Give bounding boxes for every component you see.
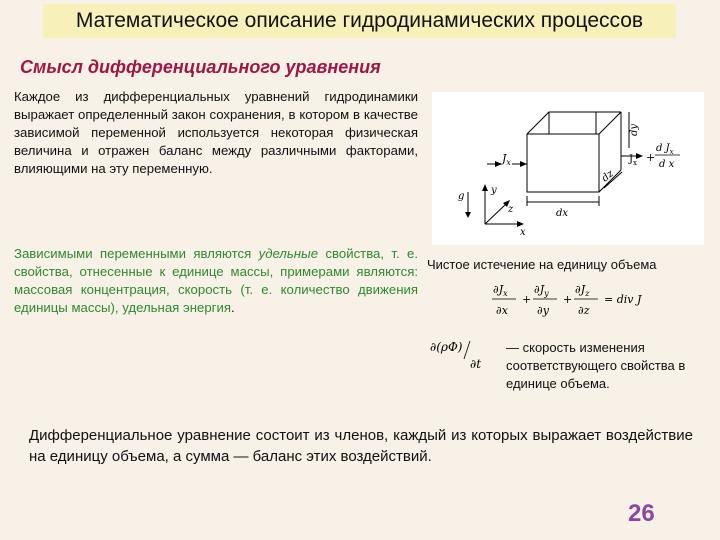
fig-label-dz: dz	[599, 168, 616, 185]
para2-rest: свойства, т. е. свойства, отнесенные к единице массы, примерами являются: массовая концентрация, скорость (т. е. количество движения единицы массы), удельная энергия	[14, 246, 419, 315]
fig-label-jx-out: $J_x$	[629, 154, 637, 167]
control-volume-figure	[432, 92, 704, 245]
axis-x-label: x	[520, 227, 526, 238]
paragraph-equation-terms: Дифференциальное уравнение состоит из членов, каждый из которых выражает воздействие на единицу объема, а сумма — баланс этих воздействий.	[29, 427, 693, 465]
svg-text:= div J: = div J	[604, 293, 642, 306]
para2-italic: удельные	[258, 246, 319, 261]
svg-text:+: +	[563, 293, 573, 306]
gravity-label: g	[458, 191, 465, 202]
divergence-equation	[490, 278, 670, 322]
figure-caption: Чистое истечение на единицу объема	[427, 257, 657, 272]
svg-text:∂z: ∂z	[578, 304, 590, 317]
fig-label-jx: $J_x$	[502, 152, 511, 167]
svg-text:∂Jx: $\partial J_x$	[493, 283, 508, 298]
axis-y-label: y	[491, 185, 497, 196]
fig-label-plus: +	[646, 151, 656, 164]
slide-subtitle: Смысл дифференциального уравнения	[20, 57, 381, 77]
fig-label-flux-num: d $J_x$	[656, 143, 674, 156]
page-number: 26	[628, 500, 655, 527]
paragraph-dependent-variables	[14, 245, 418, 317]
svg-text:∂Jz: $\partial J_z$	[575, 283, 590, 298]
slide-title: Математическое описание гидродинамических процессов	[75, 9, 644, 32]
axis-z-label: z	[508, 204, 514, 215]
svg-text:∂(ρΦ): ∂(ρΦ)	[430, 340, 463, 354]
svg-text:∂y: ∂y	[537, 304, 549, 317]
title-bar	[43, 4, 676, 38]
rate-of-change-expression	[430, 337, 490, 373]
rate-of-change-description: — скорость изменения соответствующего свойства в единице объема.	[506, 340, 686, 391]
svg-text:+: +	[522, 293, 532, 306]
fig-label-dx: dx	[556, 208, 569, 219]
para2-end: .	[230, 300, 235, 315]
svg-text:∂x: ∂x	[496, 304, 508, 317]
fig-label-flux-den: d x	[659, 159, 675, 170]
para2-start: Зависимыми переменными являются	[14, 246, 259, 261]
fig-label-dy: dy	[629, 123, 640, 136]
svg-text:∂t: ∂t	[470, 357, 482, 371]
svg-text:∂Jy: $\partial J_y$	[534, 283, 549, 298]
paragraph-conservation-law: Каждое из дифференциальных уравнений гидродинамики выражает определенный закон сохранения, в котором в качестве зависимой переменной используется некоторая физическая величина и отражен баланс между различными факторами, влияющими на эту переменную.	[14, 89, 418, 176]
